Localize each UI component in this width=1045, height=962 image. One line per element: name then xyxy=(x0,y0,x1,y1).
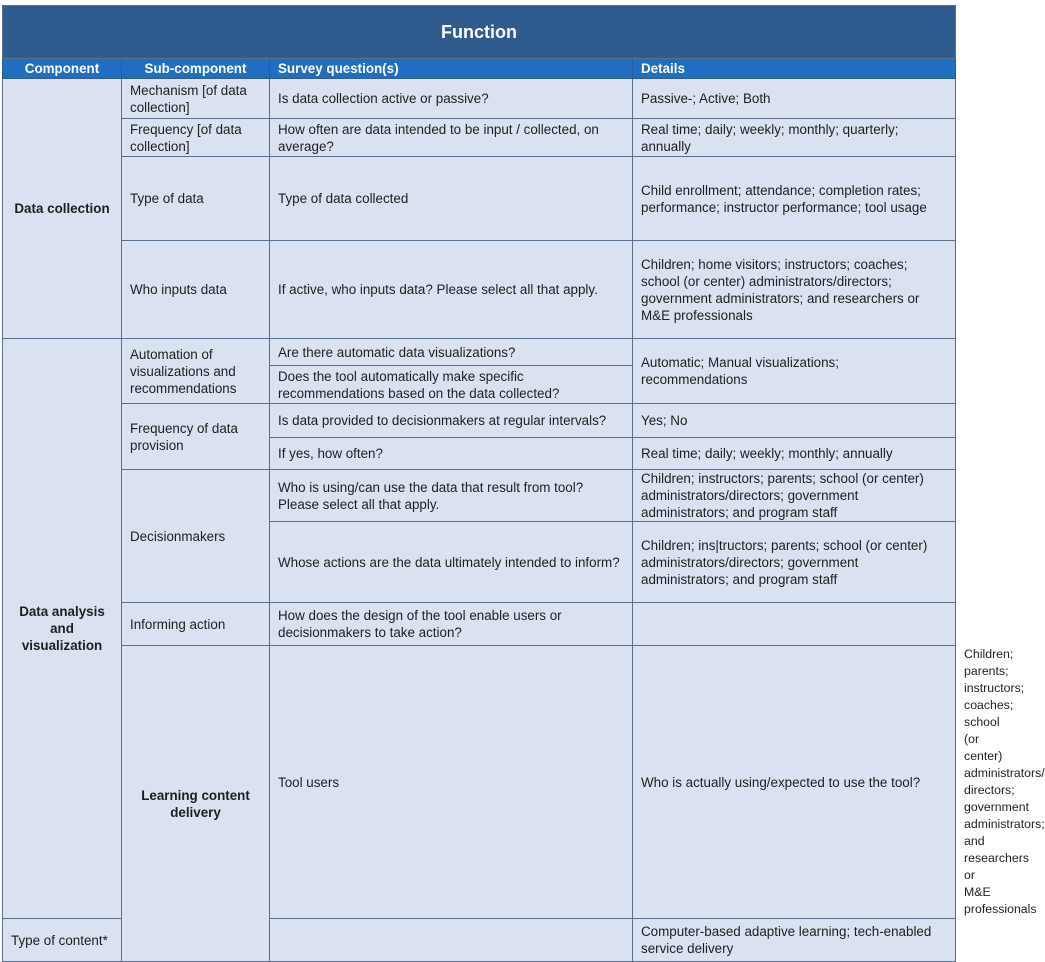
component-learning-content: Learning content delivery xyxy=(122,646,270,962)
question-cell: If yes, how often? xyxy=(270,438,633,470)
question-cell: Is data provided to decisionmakers at regular intervals? xyxy=(270,404,633,438)
subcomponent-cell: Type of data xyxy=(122,157,270,241)
question-cell xyxy=(270,919,633,962)
details-cell: Child enrollment; attendance; completion rates; performance; instructor performance; tool usage xyxy=(633,157,956,241)
details-cell xyxy=(633,603,956,646)
subcomponent-cell: Type of content* xyxy=(3,919,122,962)
table-row xyxy=(3,79,956,119)
question-cell: Is data collection active or passive? xyxy=(270,79,633,119)
details-cell: Children; ins|tructors; parents; school (or center) administrators/directors; government administrators; and program staff xyxy=(633,522,956,603)
details-cell: Computer-based adaptive learning; tech-enabled service delivery xyxy=(633,919,956,962)
header-subcomponent: Sub-component xyxy=(122,59,270,79)
subcomponent-cell: Mechanism [of data collection] xyxy=(122,79,270,119)
question-cell: Does the tool automatically make specific recommendations based on the data collected? xyxy=(270,366,633,404)
question-cell: Whose actions are the data ultimately intended to inform? xyxy=(270,522,633,603)
header-details: Details xyxy=(633,59,956,79)
header-survey-question: Survey question(s) xyxy=(270,59,633,79)
question-cell: Who is actually using/expected to use the tool? xyxy=(633,646,956,919)
table-row xyxy=(3,603,956,646)
table-row xyxy=(3,470,956,522)
subcomponent-cell: Frequency [of data collection] xyxy=(122,119,270,157)
table-row xyxy=(3,241,956,339)
details-cell: Yes; No xyxy=(633,404,956,438)
table-row xyxy=(3,119,956,157)
table-row xyxy=(3,157,956,241)
header-component: Component xyxy=(3,59,122,79)
details-cell: Children; instructors; parents; school (or center) administrators/directors; government administrators; and program staff xyxy=(633,470,956,522)
subcomponent-cell: Tool users xyxy=(270,646,633,919)
details-cell: Real time; daily; weekly; monthly; annually xyxy=(633,438,956,470)
subcomponent-cell: Frequency of data provision xyxy=(122,404,270,470)
question-cell: How does the design of the tool enable users or decisionmakers to take action? xyxy=(270,603,633,646)
component-data-collection: Data collection xyxy=(3,79,122,339)
details-cell: Children; home visitors; instructors; coaches; school (or center) administrators/directors; government administrators; and researchers or M&E professionals xyxy=(633,241,956,339)
subcomponent-cell: Decisionmakers xyxy=(122,470,270,603)
subcomponent-cell: Who inputs data xyxy=(122,241,270,339)
component-data-analysis: Data analysis and visualization xyxy=(3,339,122,919)
details-cell: Real time; daily; weekly; monthly; quarterly; annually xyxy=(633,119,956,157)
question-cell: How often are data intended to be input / collected, on average? xyxy=(270,119,633,157)
table-row xyxy=(3,404,956,438)
question-cell: Type of data collected xyxy=(270,157,633,241)
table-row: Learning content delivery Tool users Who is actually using/expected to use the tool? Children; parents; instructors; coaches; school (or center) administrators/ directors; government administrators; and researchers or M&E professionals xyxy=(3,646,956,919)
details-cell: Automatic; Manual visualizations; recommendations xyxy=(633,339,956,404)
question-cell: Are there automatic data visualizations? xyxy=(270,339,633,366)
table-title: Function xyxy=(3,6,956,59)
question-cell: Who is using/can use the data that result from tool? Please select all that apply. xyxy=(270,470,633,522)
subcomponent-cell: Automation of visualizations and recommendations xyxy=(122,339,270,404)
details-cell: Passive-; Active; Both xyxy=(633,79,956,119)
function-table xyxy=(2,5,1045,962)
question-cell: If active, who inputs data? Please select all that apply. xyxy=(270,241,633,339)
subcomponent-cell: Informing action xyxy=(122,603,270,646)
table-row xyxy=(3,339,956,366)
